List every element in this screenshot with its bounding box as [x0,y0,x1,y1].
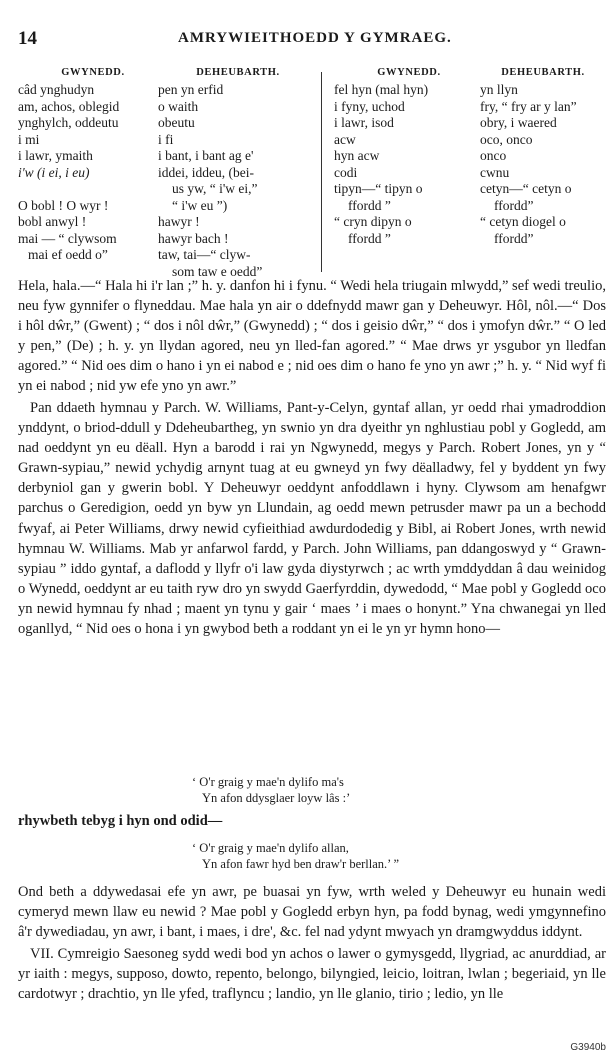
paragraph-vii: VII. Cymreigio Saesoneg sydd wedi bod yn achos o lawer o gymysgedd, llygriad, ac anurddiad, ar yr iaith : megys, supposo, dowto, repento, belongo, bilyngied, leicio, loitran, lwlan ; begeriaid, yn lle cardotwyr ; drachtio, yn lle yfed, traflyncu ; landio, yn lle glanio, tirio ; ledio, yn lle [18,946,606,1003]
table-cell: ffordd” [494,197,534,213]
table-cell: am, achos, oblegid [18,98,120,114]
table-cell: i bant, i bant ag e' [158,148,254,163]
verse-line: ‘ O'r graig y mae'n dylifo allan, [192,841,349,855]
table-cell: i mi [18,131,40,147]
table-cell: mai ef oedd o” [28,247,108,262]
left-deheubarth-column [158,66,318,280]
table-cell: “ cryn dipyn o [334,214,412,229]
table-cell: obry, i waered [480,115,557,130]
page-number: 14 [18,28,37,49]
table-cell: hyn acw [334,148,380,163]
table-cell: obeutu [158,115,195,130]
table-cell: mai — “ clywsom [18,230,117,246]
column-divider [321,72,322,272]
table-cell: cwnu [480,164,510,180]
table-cell: i'w (i ei, i eu) [18,164,90,180]
column-heading: DEHEUBARTH. [196,67,280,78]
verse-line: ‘ O'r graig y mae'n dylifo ma's [192,775,344,789]
table-cell: ynghylch, oddeutu [18,115,119,130]
table-cell: “ cetyn diogel o [480,214,566,229]
table-cell: i lawr, ymaith [18,148,93,163]
column-heading: GWYNEDD. [61,67,125,78]
table-cell: i fyny, uchod [334,98,405,114]
dialect-table [18,66,606,278]
table-cell: câd ynghudyn [18,82,95,97]
paragraph-hela: Hela, hala.—“ Hala hi i'r lan ;” h. y. danfon hi i fynu. “ Wedi hela triugain mlwydd,” sef wedi treulio, neu fyw gynnifer o flyneddau. Mae hala yn air o ddefnydd mawr gan y Deheuwyr. Hôl, nôl.—“ Dos i hôl dŵr,” (Gwent) ; “ dos i nôl dŵr,” (Gwynedd) ; “ dos i geisio dŵr,” “ dos i ymofyn dŵr.” “ O led y pen,” (De) ; h. y. yn llydan agored, neu yn lled-fan agored.” “ Mae drws yr ysgubor yn lledfan agored.” “ Nid oes dim o hano i yn ei nabod e ; nid oes dim o hano fe yno yn awr ;” h. y. “ Nid wyf fi yn ei nabod ; nid yw efe yno yn awr.” [18,278,606,395]
table-cell: o waith [158,98,199,114]
right-gwynedd-column [334,66,484,247]
paragraph-ond-beth: Ond beth a ddywedasai efe yn awr, pe buasai yn fyw, wrth weled y Deheuwyr eu hunain wedi cymeryd mewn llaw eu newid ? Mae pobl y Gogledd erbyn hyn, pa fodd bynag, wedi ymgynnefino â'r dywediadau, yn awr, i bant, i maes, i dre', &c. fel nad ydynt mwyach yn dramgwyddus iddynt. [18,884,606,941]
column-heading: DEHEUBARTH. [501,67,585,78]
table-cell: fry, “ fry ar y lan” [480,98,577,114]
table-cell: ffordd ” [348,197,391,213]
table-cell: i lawr, isod [334,115,394,130]
verse-quote-1 [192,774,572,806]
table-cell: iddei, iddeu, (bei- [158,164,254,180]
bridge-line: rhywbeth tebyg i hyn ond odid— [18,813,223,829]
table-cell: bobl anwyl ! [18,214,87,229]
table-cell: ffordd ” [348,230,391,246]
table-cell [18,181,168,198]
table-cell: acw [334,131,356,147]
table-cell: tipyn—“ tipyn o [334,181,423,196]
page-header [18,28,606,50]
table-cell: taw, tai—“ clyw- [158,247,251,262]
table-cell: som taw e oedd” [172,263,263,279]
table-cell: hawyr ! [158,214,200,229]
table-cell: ffordd” [494,230,534,246]
shelfmark: G3940b [570,1042,606,1053]
table-cell: codi [334,164,358,180]
table-cell: cetyn—“ cetyn o [480,181,572,196]
table-cell: yn llyn [480,82,518,97]
verse-line: Yn afon ddysglaer loyw lâs :’ [202,791,351,805]
table-cell: onco [480,148,507,163]
paragraph-hymnau: Pan ddaeth hymnau y Parch. W. Williams, Pant-y-Celyn, gyntaf allan, yr oedd rhai ymadroddion ynddynt, o briod-ddull y Ddeheubartheg, yn swnio yn dra dyeithr yn nghlustiau pobl y Gogledd, am nad oeddynt yn eu dëall. Hyn a barodd i rai yn Ngwynedd, megys y Parch. Robert Jones, yn y “ Grawn-sypiau,” newid ychydig arnynt tuag at eu gwneyd yn fwy dëalladwy, fel y byddent yn fwy derbyniol gan y gwerin bobl. Y Deheuwyr oeddynt anfoddlawn i hyny. Clywsom am henafgwr parchus o Geredigion, oedd yn byw yn Llundain, ag oedd mewn petrusder mawr pa un a bechodd fwyaf, ai Peter Williams, drwy newid cyfieithiad awdurdodedig y Bibl, ai Robert Jones, wrth newid hymnau W. Williams. Mab yr anfarwol fardd, y Parch. John Williams, pan ddangoswyd y “ Grawn-sypiau ” iddo gyntaf, a daflodd y llyfr o'i law gyda diystyrwch ; ac wrth ymddyddan â dau weinidog o Wynedd, oeddynt ar eu taith ryw dro yn swydd Gaerfyrddin, dywedodd, “ Mae pobl y Gogledd oco yn newid hymnau fy nhad ; maent yn tynu y gair ‘ maes ’ i maes o honynt.” Yna chwanegai yn lled oganllyd, “ Nid oes o hona i yn gwybod beth a roddant yn ei le yn yr hymn hono— [18,400,606,638]
verse-line: Yn afon fawr hyd ben draw'r berllan.’ ” [202,857,400,871]
running-title: AMRYWIEITHOEDD Y GYMRAEG. [178,30,452,46]
table-cell: pen yn erfid [158,82,224,97]
table-cell: fel hyn (mal hyn) [334,82,429,97]
table-cell: hawyr bach ! [158,230,229,246]
right-deheubarth-column [480,66,606,247]
table-cell: us yw, “ i'w ei,” [172,181,258,196]
table-cell: O bobl ! O wyr ! [18,197,109,213]
table-cell: i fi [158,131,174,147]
column-heading: GWYNEDD. [377,67,441,78]
verse-quote-2 [192,840,572,872]
table-cell: “ i'w eu ”) [172,197,228,213]
left-gwynedd-column [18,66,168,264]
table-cell: oco, onco [480,131,533,147]
